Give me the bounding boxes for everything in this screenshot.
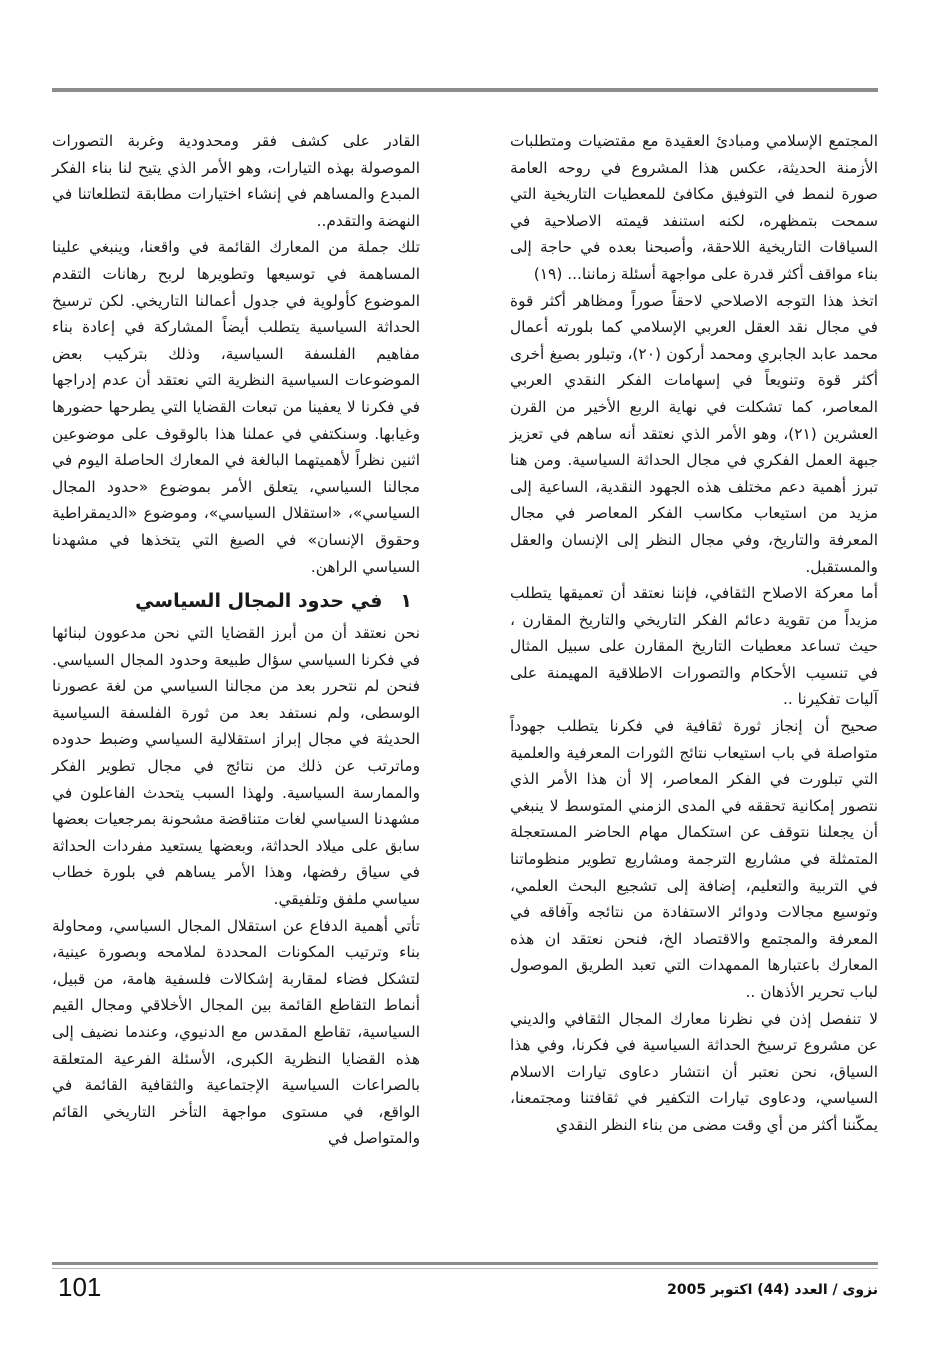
right-column — [510, 128, 878, 1139]
paragraph: المجتمع الإسلامي ومبادئ العقيدة مع مقتضيات ومتطلبات الأزمنة الحديثة، عكس هذا المشروع في روحه العامة صورة لنمط في التوفيق مكافئ للمعطيات التاريخية التي سمحت بتمظهره، لكنه استنفد قيمته الاصلاحية في السياقات التاريخية اللاحقة، وأصبحنا بعده في حاجة إلى بناء مواقف أكثر قدرة على مواجهة أسئلة زماننا... (١٩) — [510, 132, 878, 283]
paragraph: أما معركة الاصلاح الثقافي، فإننا نعتقد أن تعميقها يتطلب مزيداً من تقوية دعائم الفكر التاريخي والتاريخ المقارن ، حيث تساعد معطيات التاريخ المقارن على سبيل المثال في تنسيب الأحكام والتصورات الاطلاقية المهيمنة على آليات تفكيرنا .. — [510, 584, 878, 709]
paragraph: لا تنفصل إذن في نظرنا معارك المجال الثقافي والديني عن مشروع ترسيخ الحداثة السياسية في فكرنا، وفي هذا السياق، نحن نعتبر أن انتشار دعاوى تيارات الاسلام السياسي، ودعاوى تيارات التكفير في ثقافتنا ومجتمعنا، يمكّننا أكثر من أي وقت مضى من بناء النظر النقدي — [510, 1009, 878, 1134]
top-rule — [52, 88, 878, 92]
page-number: 101 — [58, 1272, 102, 1302]
paragraph: اتخذ هذا التوجه الاصلاحي لاحقاً صوراً ومظاهر أكثر قوة في مجال نقد العقل العربي الإسلامي كما بلورته أعمال محمد عابد الجابري ومحمد أركون (٢٠)، وتبلور بصيغ أخرى أكثر قوة وتنويعاً في إسهامات الفكر النقدي العربي المعاصر، كما تشكلت في نهاية الربع الأخير من القرن العشرين (٢١)، وهو الأمر الذي نعتقد أنه ساهم في تعزيز جبهة العمل الفكري في مجال الحداثة السياسية. ومن هنا تبرز أهمية دعم مختلف هذه الجهود النقدية، الساعية إلى مزيد من استيعاب مكاسب الفكر المعاصر في مجال المعرفة والتاريخ، وفي مجال النظر إلى الإنسان والعقل والمستقبل. — [510, 291, 878, 576]
section-heading-text: في حدود المجال السياسي — [135, 590, 383, 613]
paragraph: القادر على كشف فقر ومحدودية وغربة التصورات الموصولة بهذه التيارات، وهو الأمر الذي يتيح لنا بناء الفكر المبدع والمساهم في إنشاء اختيارات مطابقة لتطلعاتنا في النهضة والتقدم.. — [52, 132, 420, 230]
section-heading-number: ١ — [400, 590, 412, 613]
section-heading — [52, 586, 420, 616]
paragraph: تأتي أهمية الدفاع عن استقلال المجال السياسي، ومحاولة بناء وترتيب المكونات المحددة لملامحه وبصورة عينية، لتشكل فضاء لمقاربة إشكالات فلسفية هامة، من قبيل، أنماط التقاطع القائمة بين المجال الأخلاقي ومجال القيم السياسية، تقاطع المقدس مع الدنيوي، وعندما نضيف إلى هذه القضايا النظرية الكبرى، الأسئلة الفرعية المتعلقة بالصراعات السياسية الإجتماعية والثقافية القائمة في الواقع، في مستوى مواجهة التأخر التاريخي القائم والمتواصل في — [52, 916, 420, 1148]
left-column — [52, 128, 420, 1152]
journal-issue-info: نزوى / العدد (44) اكتوبر 2005 — [667, 1282, 878, 1298]
bottom-rule — [52, 1262, 878, 1265]
bottom-rule-thin — [52, 1268, 878, 1269]
paragraph: نحن نعتقد أن من أبرز القضايا التي نحن مدعوون لبنائها في فكرنا السياسي سؤال طبيعة وحدود المجال السياسي. فنحن لم نتحرر بعد من مجالنا السياسي من لغة عصورنا الوسطى، ولم نستفد بعد من ثورة الفلسفة السياسية الحديثة في مجال إبراز استقلالية السياسي وضبط حدوده وماترتب عن ذلك من نتائج في مجال تطوير الفكر والممارسة السياسية. ولهذا السبب يتحدث الفاعلون في مشهدنا السياسي لغات متناقضة مشحونة بمرجعيات بعضها سابق على ميلاد الحداثة، وبعضها يستعيد مفردات الحداثة في سياق رفضها، وهذا الأمر يساهم في بلورة خطاب سياسي ملفق وتلفيقي. — [52, 624, 420, 909]
paragraph: تلك جملة من المعارك القائمة في واقعنا، وينبغي علينا المساهمة في توسيعها وتطويرها لربح رهانات التقدم الموضوع كأولوية في جدول أعمالنا التاريخي. لكن ترسيخ الحداثة السياسية يتطلب أيضاً المشاركة في إعادة بناء مفاهيم الفلسفة السياسية، وذلك بتركيب بعض الموضوعات السياسية النظرية التي نعتقد أن عدم إدراجها في فكرنا لا يعفينا من تبعات القضايا التي يطرحها حضورها وغيابها. وسنكتفي في عملنا هذا بالوقوف على موضوعين اثنين نظراً لأهميتهما البالغة في المعارك الحاصلة اليوم في مجالنا السياسي، يتعلق الأمر بموضوع «حدود المجال السياسي»، «استقلال السياسي»، وموضوع «الديمقراطية وحقوق الإنسان» في الصيغ التي يتخذها في مشهدنا السياسي الراهن. — [52, 238, 420, 576]
paragraph: صحيح أن إنجاز ثورة ثقافية في فكرنا يتطلب جهوداً متواصلة في باب استيعاب نتائج الثورات المعرفية والعلمية التي تبلورت في الفكر المعاصر، إلا أن هذا الأمر الذي نتصور إمكانية تحققه في المدى الزمني المتوسط لا ينبغي أن يجعلنا نتوقف عن استكمال مهام الحاضر المستعجلة المتمثلة في مشاريع الترجمة ومشاريع تطوير منظوماتنا في التربية والتعليم، إضافة إلى تشجيع البحث العلمي، وتوسيع مجالات ودوائر الاستفادة من نتائجه وآفاقه في المعرفة والمجتمع والاقتصاد الخ، فنحن نعتقد ان هذه المعارك باعتبارها الممهدات التي تعبد الطريق الموصول لباب تحرير الأذهان .. — [510, 717, 878, 1001]
